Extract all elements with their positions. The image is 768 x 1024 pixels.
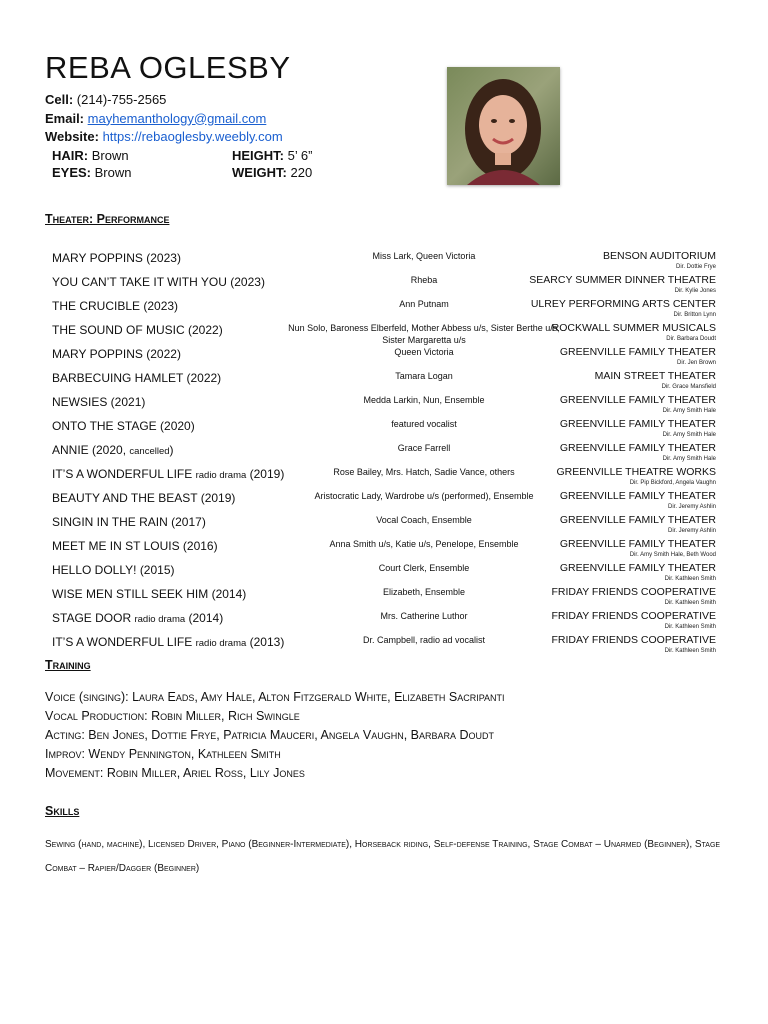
credit-show-title: IT’S A WONDERFUL LIFE: [52, 635, 193, 649]
skills-heading: Skills: [45, 804, 80, 818]
training-item: Voice (singing): Laura Eads, Amy Hale, Alton Fitzgerald White, Elizabeth Sacripanti: [45, 690, 505, 704]
credit-role: Mrs. Catherine Luthor: [380, 611, 468, 621]
credit-show: [52, 563, 175, 577]
headshot-photo: [447, 67, 560, 185]
credit-show-title: MARY POPPINS (2023): [52, 251, 181, 265]
credit-role: Anna Smith u/s, Katie u/s, Penelope, Ensemble: [329, 539, 519, 549]
credit-row: [52, 346, 716, 370]
training-list: [45, 688, 505, 783]
credits-list: [52, 250, 716, 658]
credit-venue: GREENVILLE THEATRE WORKS: [556, 466, 716, 478]
credit-director: Dir. Dottie Frye: [675, 264, 716, 270]
credit-director: Dir. Amy Smith Hale: [662, 432, 716, 438]
credit-director: Dir. Amy Smith Hale: [662, 408, 716, 414]
credit-director: Dir. Pip Bickford, Angela Vaughn: [629, 480, 716, 486]
credit-venue: GREENVILLE FAMILY THEATER: [559, 346, 716, 358]
credit-show: [52, 611, 223, 625]
credit-row: [52, 634, 716, 658]
credit-show: [52, 587, 246, 601]
credit-role: featured vocalist: [391, 419, 457, 429]
credit-show-note: cancelled: [129, 446, 170, 457]
credit-role: Medda Larkin, Nun, Ensemble: [363, 395, 485, 405]
credit-venue: GREENVILLE FAMILY THEATER: [559, 442, 716, 454]
credit-show-title: THE CRUCIBLE (2023): [52, 299, 179, 313]
email-line: Email: mayhemanthology@gmail.com: [45, 110, 267, 126]
training-heading: Training: [45, 658, 91, 672]
training-item: Improv: Wendy Pennington, Kathleen Smith: [45, 747, 281, 761]
credit-show-note: radio drama: [195, 638, 247, 649]
credit-role: Aristocratic Lady, Wardrobe u/s (performed), Ensemble: [314, 491, 534, 501]
credit-director: Dir. Kathleen Smith: [664, 576, 716, 582]
credit-show-title: NEWSIES (2021): [52, 395, 146, 409]
credit-director: Dir. Kathleen Smith: [664, 600, 716, 606]
credit-role: Queen Victoria: [394, 347, 454, 357]
credit-show-title: ANNIE (2020,: [52, 443, 127, 457]
credit-show-title: STAGE DOOR: [52, 611, 132, 625]
credit-row: [52, 466, 716, 490]
credit-show-note: radio drama: [134, 614, 186, 625]
credit-director: Dir. Amy Smith Hale, Beth Wood: [629, 552, 716, 558]
email-link[interactable]: mayhemanthology@gmail.com: [87, 110, 267, 126]
credit-show: [52, 635, 284, 649]
hair-stat: HAIR: Brown: [52, 148, 129, 163]
credit-show: [52, 539, 218, 553]
credit-show-title: MEET ME IN ST LOUIS (2016): [52, 539, 218, 553]
credit-show: [52, 419, 195, 433]
website-line: Website: https://rebaoglesby.weebly.com: [45, 129, 283, 144]
credit-row: [52, 562, 716, 586]
credit-director: Dir. Grace Mansfield: [661, 384, 716, 390]
credit-show: [52, 371, 221, 385]
credit-show: [52, 323, 223, 337]
credit-show: [52, 251, 181, 265]
physical-stats: [52, 147, 312, 181]
credit-show-tail: (2013): [249, 635, 285, 649]
credit-venue: GREENVILLE FAMILY THEATER: [559, 418, 716, 430]
credit-show-tail: ): [169, 443, 174, 457]
height-stat: HEIGHT: 5’ 6”: [232, 148, 313, 163]
credit-venue: GREENVILLE FAMILY THEATER: [559, 394, 716, 406]
weight-stat: WEIGHT: 220: [232, 165, 313, 180]
credit-row: [52, 298, 716, 322]
credit-row: [52, 586, 716, 610]
credit-show-title: MARY POPPINS (2022): [52, 347, 181, 361]
credit-director: Dir. Britton Lynn: [673, 312, 716, 318]
credit-role: Grace Farrell: [397, 443, 451, 453]
credit-row: [52, 322, 716, 346]
credit-venue: GREENVILLE FAMILY THEATER: [559, 562, 716, 574]
credit-director: Dir. Barbara Doudt: [666, 336, 716, 342]
cell-line: Cell: (214)-755-2565: [45, 92, 167, 107]
eyes-stat: EYES: Brown: [52, 165, 132, 180]
credit-show-tail: (2014): [188, 611, 224, 625]
credit-show: [52, 467, 284, 481]
credit-role: Miss Lark, Queen Victoria: [372, 251, 476, 261]
credit-director: Dir. Amy Smith Hale: [662, 456, 716, 462]
credit-row: [52, 370, 716, 394]
training-item: Vocal Production: Robin Miller, Rich Swingle: [45, 709, 300, 723]
credit-show: [52, 275, 265, 289]
credit-venue: FRIDAY FRIENDS COOPERATIVE: [551, 610, 716, 622]
credit-role: Tamara Logan: [395, 371, 453, 381]
credit-venue: GREENVILLE FAMILY THEATER: [559, 538, 716, 550]
credit-row: [52, 394, 716, 418]
credit-role: Rose Bailey, Mrs. Hatch, Sadie Vance, others: [333, 467, 515, 477]
credit-row: [52, 610, 716, 634]
credit-director: Dir. Kathleen Smith: [664, 648, 716, 654]
credit-show-title: ONTO THE STAGE (2020): [52, 419, 195, 433]
resume-name: REBA OGLESBY: [45, 50, 291, 85]
contact-block: [45, 91, 283, 147]
credit-row: [52, 418, 716, 442]
credit-director: Dir. Jeremy Ashlin: [667, 528, 716, 534]
credit-venue: BENSON AUDITORIUM: [603, 250, 716, 262]
credit-show-title: IT’S A WONDERFUL LIFE: [52, 467, 193, 481]
cell-number: (214)-755-2565: [76, 92, 167, 107]
credit-row: [52, 442, 716, 466]
credit-row: [52, 514, 716, 538]
credit-row: [52, 274, 716, 298]
credit-show-title: SINGIN IN THE RAIN (2017): [52, 515, 206, 529]
credit-show-title: BEAUTY AND THE BEAST (2019): [52, 491, 236, 505]
credit-show: [52, 515, 206, 529]
credit-show-title: YOU CAN’T TAKE IT WITH YOU (2023): [52, 275, 265, 289]
credit-show-title: WISE MEN STILL SEEK HIM (2014): [52, 587, 247, 601]
credit-role: Nun Solo, Baroness Elberfeld, Mother Abbess u/s, Sister Berthe u/s, Sister Margaretta u/s: [288, 323, 560, 345]
credit-show-title: BARBECUING HAMLET (2022): [52, 371, 222, 385]
credit-show-title: THE SOUND OF MUSIC (2022): [52, 323, 223, 337]
credit-director: Dir. Kylie Jones: [674, 288, 716, 294]
credit-show: [52, 491, 235, 505]
credit-show-note: radio drama: [195, 470, 247, 481]
credit-show: [52, 347, 181, 361]
skills-text: Sewing (hand, machine), Licensed Driver, Piano (Beginner-Intermediate), Horseback riding, Self-defense Training, Stage Combat – Unarmed (Beginner), Stage Combat – Rapier/Dagger (Beginner): [45, 839, 721, 874]
credit-director: Dir. Kathleen Smith: [664, 624, 716, 630]
credit-director: Dir. Jeremy Ashlin: [667, 504, 716, 510]
credit-role: Dr. Campbell, radio ad vocalist: [362, 635, 486, 645]
headshot-photo-icon: [447, 67, 560, 185]
training-item: Acting: Ben Jones, Dottie Frye, Patricia Mauceri, Angela Vaughn, Barbara Doudt: [45, 728, 494, 742]
credit-venue: SEARCY SUMMER DINNER THEATRE: [529, 274, 716, 286]
credit-venue: FRIDAY FRIENDS COOPERATIVE: [551, 586, 716, 598]
credit-director: Dir. Jen Brown: [676, 360, 716, 366]
credit-show-tail: (2019): [249, 467, 285, 481]
credit-venue: MAIN STREET THEATER: [594, 370, 716, 382]
credit-row: [52, 538, 716, 562]
credit-venue: GREENVILLE FAMILY THEATER: [559, 490, 716, 502]
credit-show-title: HELLO DOLLY! (2015): [52, 563, 175, 577]
credit-venue: GREENVILLE FAMILY THEATER: [559, 514, 716, 526]
training-item: Movement: Robin Miller, Ariel Ross, Lily Jones: [45, 766, 305, 780]
credit-venue: ULREY PERFORMING ARTS CENTER: [530, 298, 716, 310]
credit-role: Rheba: [410, 275, 438, 285]
credit-role: Vocal Coach, Ensemble: [376, 515, 472, 525]
credit-row: [52, 490, 716, 514]
credit-show: [52, 299, 178, 313]
credit-show: [52, 443, 174, 457]
credit-role: Elizabeth, Ensemble: [382, 587, 466, 597]
credit-venue: FRIDAY FRIENDS COOPERATIVE: [551, 634, 716, 646]
credit-row: [52, 250, 716, 274]
credit-role: Ann Putnam: [399, 299, 449, 309]
credit-show: [52, 395, 145, 409]
credit-venue: ROCKWALL SUMMER MUSICALS: [551, 322, 716, 334]
theater-heading: Theater: Performance: [45, 212, 170, 226]
credit-role: Court Clerk, Ensemble: [378, 563, 470, 573]
website-link[interactable]: https://rebaoglesby.weebly.com: [102, 129, 283, 144]
